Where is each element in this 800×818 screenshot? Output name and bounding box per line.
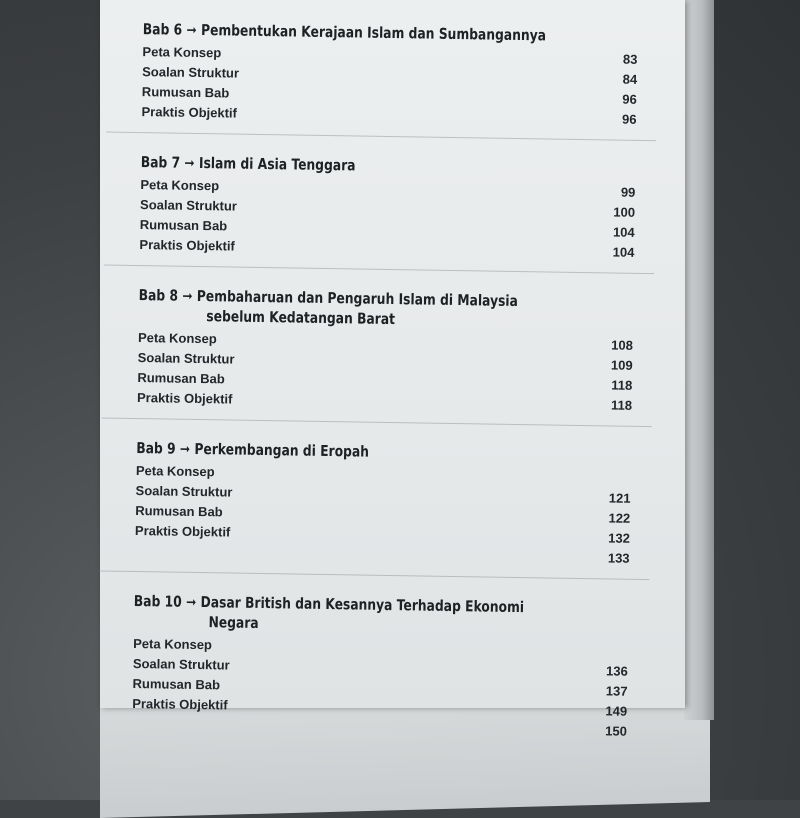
toc-page-number: 100 — [613, 204, 636, 220]
chapter-title-continued: Negara — [208, 613, 259, 632]
chapter-7 — [134, 153, 636, 274]
toc-page-number: 99 — [620, 184, 636, 200]
toc-page-number: 133 — [607, 550, 630, 566]
toc-item-label: Praktis Objektif — [136, 390, 233, 407]
chapter-rows — [127, 634, 629, 742]
chapter-rows — [136, 42, 637, 130]
chapter-rows — [132, 328, 633, 416]
divider — [99, 570, 649, 580]
chapter-title-continued: sebelum Kedatangan Barat — [206, 307, 396, 329]
table-of-contents — [126, 20, 637, 762]
toc-item-label: Praktis Objektif — [134, 523, 231, 540]
toc-item-label: Soalan Struktur — [139, 197, 238, 214]
chapter-8 — [132, 286, 634, 427]
toc-page-number: 121 — [608, 490, 631, 506]
divider — [106, 132, 656, 142]
toc-item-label: Soalan Struktur — [132, 656, 230, 673]
chapter-title: Bab 6 ➞ Pembentukan Kerajaan Islam dan Sumbangannya — [142, 20, 547, 45]
toc-page-number: 109 — [610, 357, 633, 373]
chapter-title: Bab 7 ➞ Islam di Asia Tenggara — [140, 153, 356, 175]
toc-page-number: 150 — [605, 723, 628, 739]
toc-item-label: Soalan Struktur — [137, 350, 235, 367]
toc-page-number: 136 — [606, 663, 628, 679]
toc-page-number: 104 — [612, 224, 635, 240]
toc-item-label: Peta Konsep — [140, 177, 220, 194]
toc-item-label: Peta Konsep — [135, 463, 215, 480]
toc-page-number: 108 — [611, 337, 634, 353]
toc-page-number: 118 — [611, 377, 633, 393]
chapter-rows — [134, 175, 635, 263]
toc-item-label: Praktis Objektif — [141, 104, 238, 121]
toc-item-label: Rumusan Bab — [141, 84, 230, 101]
toc-page-number: 96 — [621, 111, 637, 127]
toc-item-label: Rumusan Bab — [135, 503, 223, 520]
chapter-title: Bab 9 ➞ Perkembangan di Eropah — [136, 439, 370, 461]
toc-item-label: Praktis Objektif — [139, 237, 235, 254]
toc-item-label: Praktis Objektif — [132, 695, 228, 713]
toc-page-number: 84 — [622, 71, 638, 87]
toc-page-number: 104 — [612, 244, 635, 260]
toc-page-number: 122 — [608, 510, 631, 526]
toc-page-number: 149 — [605, 703, 628, 719]
page-edge — [684, 0, 714, 720]
toc-item-label: Rumusan Bab — [132, 675, 221, 693]
toc-page-number: 132 — [608, 530, 631, 546]
toc-page-number: 96 — [622, 91, 637, 107]
toc-item-label: Peta Konsep — [133, 636, 213, 653]
toc-item-label: Soalan Struktur — [142, 64, 240, 81]
toc-page-number: 83 — [622, 51, 638, 67]
toc-item-label: Peta Konsep — [137, 330, 217, 347]
toc-page-number: 118 — [610, 397, 633, 413]
divider — [104, 264, 654, 274]
toc-item-label: Rumusan Bab — [139, 217, 228, 234]
toc-item-label: Soalan Struktur — [135, 483, 233, 500]
chapter-10 — [127, 592, 629, 742]
toc-item-label: Rumusan Bab — [137, 370, 225, 387]
chapter-title: Bab 10 ➞ Dasar British dan Kesannya Terhadap Ekonomi — [133, 592, 525, 617]
chapter-9 — [129, 439, 631, 580]
toc-page-number: 137 — [605, 683, 628, 699]
divider — [102, 417, 652, 427]
chapter-title: Bab 8 ➞ Pembaharuan dan Pengaruh Islam di Malaysia — [138, 286, 519, 311]
chapter-rows — [130, 461, 632, 569]
chapter-6 — [136, 20, 638, 141]
toc-item-label: Peta Konsep — [142, 44, 222, 61]
